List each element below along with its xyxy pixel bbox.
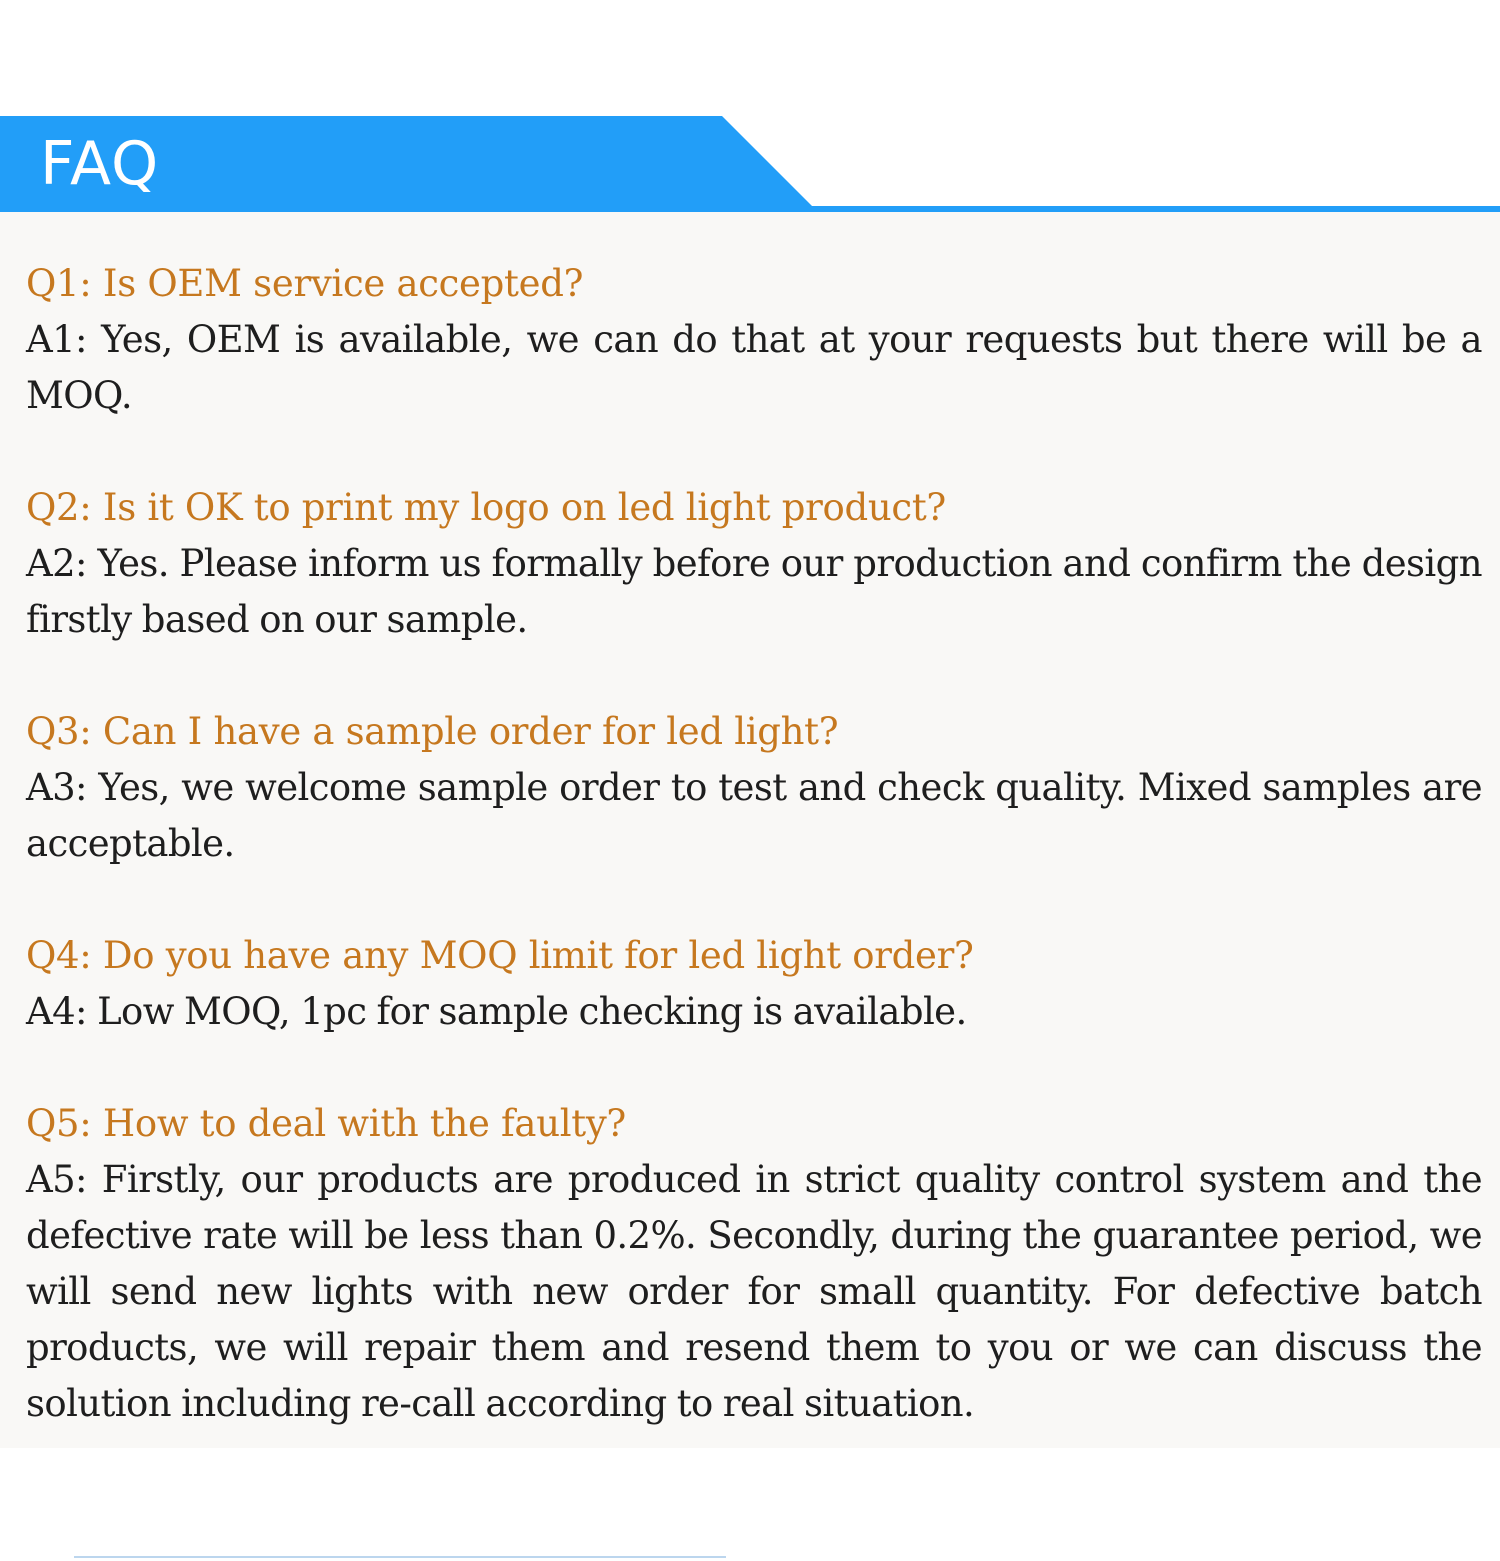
faq-answer-2: A2: Yes. Please inform us formally before our production and confirm the design firstly based on our sample.	[26, 542, 1482, 641]
faq-header-banner	[0, 116, 1500, 212]
faq-item-4	[26, 928, 1482, 1040]
faq-item-1	[26, 256, 1482, 424]
faq-item-2	[26, 480, 1482, 648]
faq-item-5	[26, 1096, 1482, 1432]
faq-answer-5: A5: Firstly, our products are produced in strict quality control system and the defective rate will be less than 0.2%. Secondly, during the guarantee period, we will send new lights with new order for small quantity. For defective batch products, we will repair them and resend them to you or we can discuss the solution including re-call according to real situation.	[26, 1158, 1482, 1425]
faq-answer-1: A1: Yes, OEM is available, we can do that at your requests but there will be a MOQ.	[26, 318, 1482, 417]
faq-question-5: Q5: How to deal with the faulty?	[26, 1102, 626, 1145]
faq-question-4: Q4: Do you have any MOQ limit for led light order?	[26, 934, 974, 977]
faq-question-2: Q2: Is it OK to print my logo on led light product?	[26, 486, 946, 529]
bottom-divider	[74, 1556, 726, 1558]
faq-item-3	[26, 704, 1482, 872]
faq-question-1: Q1: Is OEM service accepted?	[26, 262, 584, 305]
faq-answer-3: A3: Yes, we welcome sample order to test and check quality. Mixed samples are acceptable.	[26, 766, 1482, 865]
faq-title: FAQ	[40, 129, 160, 199]
banner-shape	[0, 116, 1500, 212]
faq-answer-4: A4: Low MOQ, 1pc for sample checking is available.	[26, 990, 967, 1033]
faq-question-3: Q3: Can I have a sample order for led light?	[26, 710, 839, 753]
